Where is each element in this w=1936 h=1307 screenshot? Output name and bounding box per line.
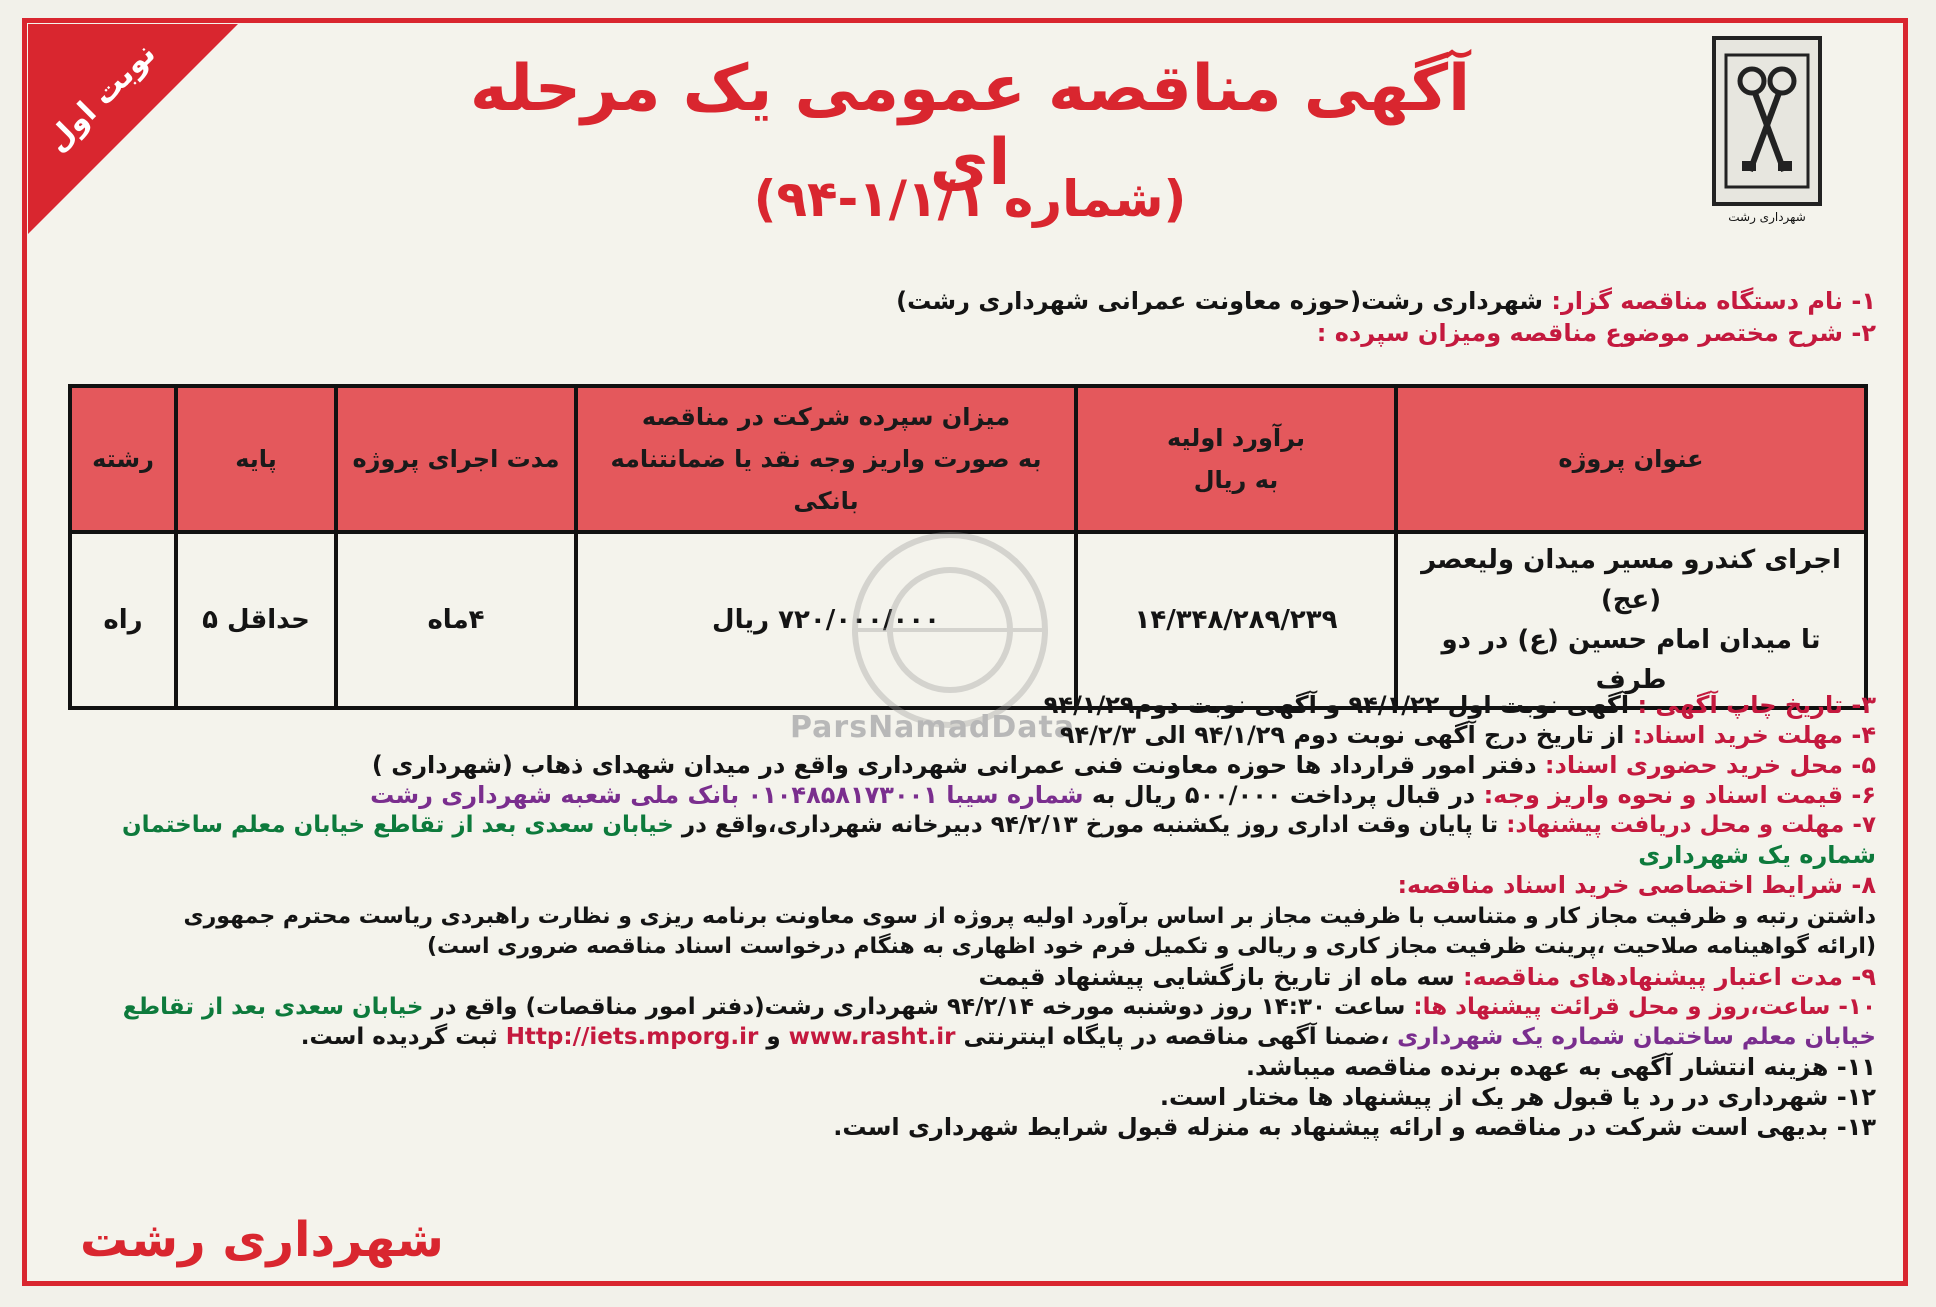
website-link-rasht[interactable]: www.rasht.ir [788,1024,956,1050]
item-7-address-cont: شماره یک شهرداری [1638,841,1876,869]
item-2 [1317,318,1876,348]
item-6-account: شماره سیبا ۰۱۰۴۸۵۸۱۷۳۰۰۱ بانک ملی شعبه شهرداری رشت [370,781,1084,809]
item-8-line1: داشتن رتبه و ظرفیت مجاز کار و متناسب با ظرفیت مجاز بر اساس برآورد اولیه پروژه از سوی معاونت برنامه ریزی و نظارت راهبردی ریاست محترم جمهوری [183,904,1876,929]
item-10-text: ساعت ۱۴:۳۰ روز دوشنبه مورخه ۹۴/۲/۱۴ شهرداری رشت(دفتر امور مناقصات) واقع در [431,994,1406,1020]
watermark-text: ParsNamadData [790,710,1076,745]
item-10-cont [301,1022,1876,1052]
item-7-address: خیابان سعدی بعد از تقاطع خیابان معلم ساختمان [122,812,674,838]
item-11: ۱۱- هزینه انتشار آگهی به عهده برنده مناقصه میباشد. [1245,1053,1876,1081]
notice-number: (شماره ۱/۱/۱-۹۴) [753,170,1187,228]
item-9-text: سه ماه از تاریخ بازگشایی پیشنهاد قیمت [978,963,1455,991]
item-10-address-cont: خیابان معلم ساختمان شماره یک شهرداری [1397,1024,1876,1050]
item-4-label: ۴- مهلت خرید اسناد: [1632,721,1876,749]
item-8-line2: (ارائه گواهینامه صلاحیت ،پرینت ظرفیت مجاز کاری و ریالی و تکمیل فرم خود اظهاری به هنگام درخواست اسناد مناقصه ضروری است) [427,934,1876,959]
item-1 [896,286,1876,316]
item-10-label: ۱۰- ساعت،روز و محل قرائت پیشنهاد ها: [1413,994,1876,1020]
item-7 [122,810,1876,840]
item-6-text: در قبال پرداخت ۵۰۰/۰۰۰ ریال به [1091,781,1476,809]
item-3 [1044,690,1876,720]
header-grade: پایه [176,386,336,532]
item-6-label: ۶- قیمت اسناد و نحوه واریز وجه: [1483,781,1876,809]
header-deposit: میزان سپرده شرکت در مناقصه به صورت واریز وجه نقد یا ضمانتنامه بانکی [576,386,1076,532]
item-10-and: و [766,1024,781,1050]
item-3-label: ۳- تاریخ چاپ آگهی : [1637,691,1876,719]
cell-field: راه [70,532,176,708]
item-10-end: ثبت گردیده است. [300,1024,498,1050]
item-1-text: شهرداری رشت(حوزه معاونت عمرانی شهرداری رشت) [896,287,1544,315]
item-9 [978,962,1876,992]
municipality-logo [1712,36,1822,236]
item-5 [372,750,1876,780]
item-1-label: ۱- نام دستگاه مناقصه گزار: [1551,287,1876,315]
item-5-text: دفتر امور قرارداد ها حوزه معاونت فنی عمرانی شهرداری واقع در میدان شهدای ذهاب (شهرداری ) [371,751,1537,779]
item-10-text-cont: ،ضمنا آگهی مناقصه در پایگاه اینترنتی [963,1024,1390,1050]
item-7-text: تا پایان وقت اداری روز یکشنبه مورخ ۹۴/۲/۱۳ دبیرخانه شهرداری،واقع در [681,812,1499,838]
item-4-text: از تاریخ درج آگهی نوبت دوم ۹۴/۱/۲۹ الی ۹۴/۲/۳ [1059,721,1625,749]
website-link-iets[interactable]: Http://iets.mporg.ir [505,1024,759,1050]
signature: شهرداری رشت [80,1212,444,1268]
item-8-label: ۸- شرایط اختصاصی خرید اسناد مناقصه: [1397,871,1876,899]
item-2-label: ۲- شرح مختصر موضوع مناقصه ومیزان سپرده : [1316,319,1876,347]
table-header-row [70,386,1866,532]
header-field: رشته [70,386,176,532]
item-10-address: خیابان سعدی بعد از تقاطع [122,994,424,1020]
item-10 [123,992,1876,1022]
header-estimate: برآورد اولیه به ریال [1076,386,1396,532]
item-9-label: ۹- مدت اعتبار پیشنهادهای مناقصه: [1463,963,1876,991]
item-4 [1060,720,1876,750]
badge-text: نوبت اول [39,36,163,159]
item-7-label: ۷- مهلت و محل دریافت پیشنهاد: [1506,812,1876,838]
notice-title: آگهی مناقصه عمومی یک مرحله ای [469,52,1471,200]
cell-deposit: ۷۲۰/۰۰۰/۰۰۰ ریال [576,532,1076,708]
header-project: عنوان پروژه [1396,386,1866,532]
item-5-label: ۵- محل خرید حضوری اسناد: [1544,751,1876,779]
cell-project: اجرای کندرو مسیر میدان ولیعصر (عج) تا میدان امام حسین (ع) در دو طرف [1396,532,1866,708]
keys-emblem-icon [1722,51,1812,191]
cell-duration: ۴ماه [336,532,576,708]
logo-caption: شهرداری رشت [1728,210,1806,224]
item-8 [1397,870,1876,900]
item-13: ۱۳- بدیهی است شرکت در مناقصه و ارائه پیشنهاد به منزله قبول شرایط شهرداری است. [833,1113,1876,1141]
item-7-cont [1638,840,1876,870]
item-6 [370,780,1876,810]
item-3-text: آگهی نوبت اول ۹۴/۱/۲۲ و آگهی نوبت دوم۹۴/۱/۲۹ [1043,691,1630,719]
cell-estimate: ۱۴/۳۴۸/۲۸۹/۲۳۹ [1076,532,1396,708]
item-12: ۱۲- شهرداری در رد یا قبول هر یک از پیشنهاد ها مختار است. [1159,1083,1876,1111]
cell-grade: حداقل ۵ [176,532,336,708]
header-duration: مدت اجرای پروژه [336,386,576,532]
